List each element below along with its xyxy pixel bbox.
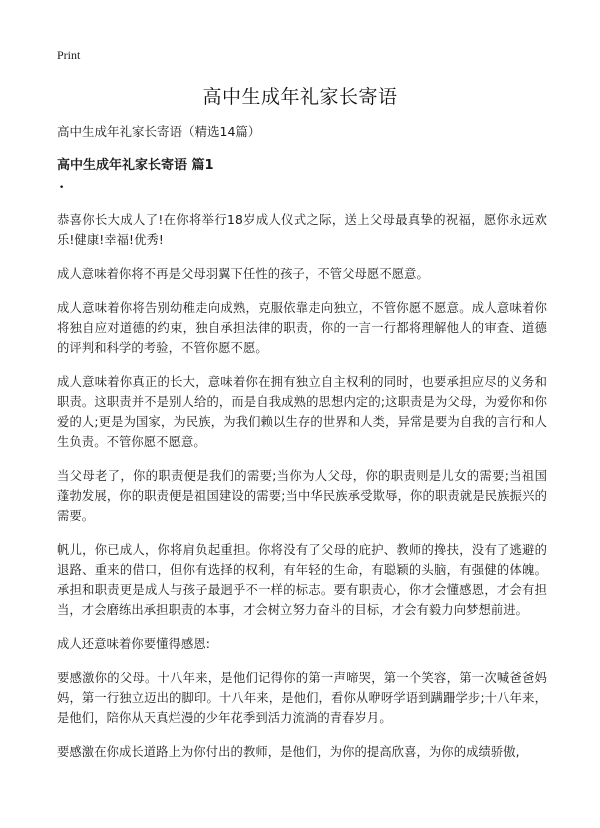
document-body (57, 210, 547, 776)
paragraph: 要感激你的父母。十八年来，是他们记得你的第一声啼哭，第一个笑容，第一次喊爸爸妈妈，第一行独立迈出的脚印。十八年来，是他们，看你从咿呀学语到蹒跚学步;十八年来，是他们，陪你从天真烂漫的少年花季到活力流淌的青春岁月。 (57, 671, 547, 725)
paragraph: 要感激在你成长道路上为你付出的教师，是他们，为你的提高欣喜，为你的成绩骄傲, (57, 745, 520, 759)
paragraph: 成人还意味着你要懂得感恩: (57, 637, 211, 651)
document-title: 高中生成年礼家长寄语 (202, 86, 398, 108)
print-link[interactable]: Print (57, 48, 81, 62)
section-heading: 高中生成年礼家长寄语 篇1 (57, 158, 214, 173)
paragraph: 当父母老了，你的职责便是我们的需要;当你为人父母，你的职责则是儿女的需要;当祖国蓬勃发展，你的职责便是祖国建设的需要;当中华民族承受欺辱，你的职责就是民族振兴的需要。 (57, 469, 547, 523)
paragraph: 成人意味着你真正的长大，意味着你在拥有独立自主权利的同时，也要承担应尽的义务和职责。这职责并不是别人给的，而是自我成熟的思想内定的;这职责是为父母，为爱你和你爱的人;更是为国家，为民族，为我们赖以生存的世界和人类，异常是要为自我的言行和人生负责。不管你愿不愿意。 (57, 375, 547, 449)
paragraph: 成人意味着你将不再是父母羽翼下任性的孩子，不管父母愿不愿意。 (57, 267, 429, 281)
paragraph: 帆儿，你已成人，你将肩负起重担。你将没有了父母的庇护、教师的搀扶，没有了逃避的退路、重来的借口，但你有选择的权利，有年轻的生命，有聪颖的头脑，有强健的体魄。承担和职责更是成人与孩子最迥乎不一样的标志。要有职责心，你才会懂感恩，才会有担当，才会磨练出承担职责的本事，才会树立努力奋斗的目标，才会有毅力向梦想前进。 (57, 543, 547, 617)
paragraph: 成人意味着你将告别幼稚走向成熟，克服依靠走向独立，不管你愿不愿意。成人意味着你将独自应对道德的约束，独自承担法律的职责，你的一言一行都将理解他人的审查、道德的评判和科学的考验，不管你愿不愿。 (57, 301, 547, 355)
paragraph: 恭喜你长大成人了!在你将举行18岁成人仪式之际，送上父母最真挚的祝福，愿你永远欢乐!健康!幸福!优秀! (57, 213, 547, 247)
document-subtitle: 高中生成年礼家长寄语（精选14篇） (57, 124, 261, 139)
bullet-dot: • (59, 183, 65, 193)
